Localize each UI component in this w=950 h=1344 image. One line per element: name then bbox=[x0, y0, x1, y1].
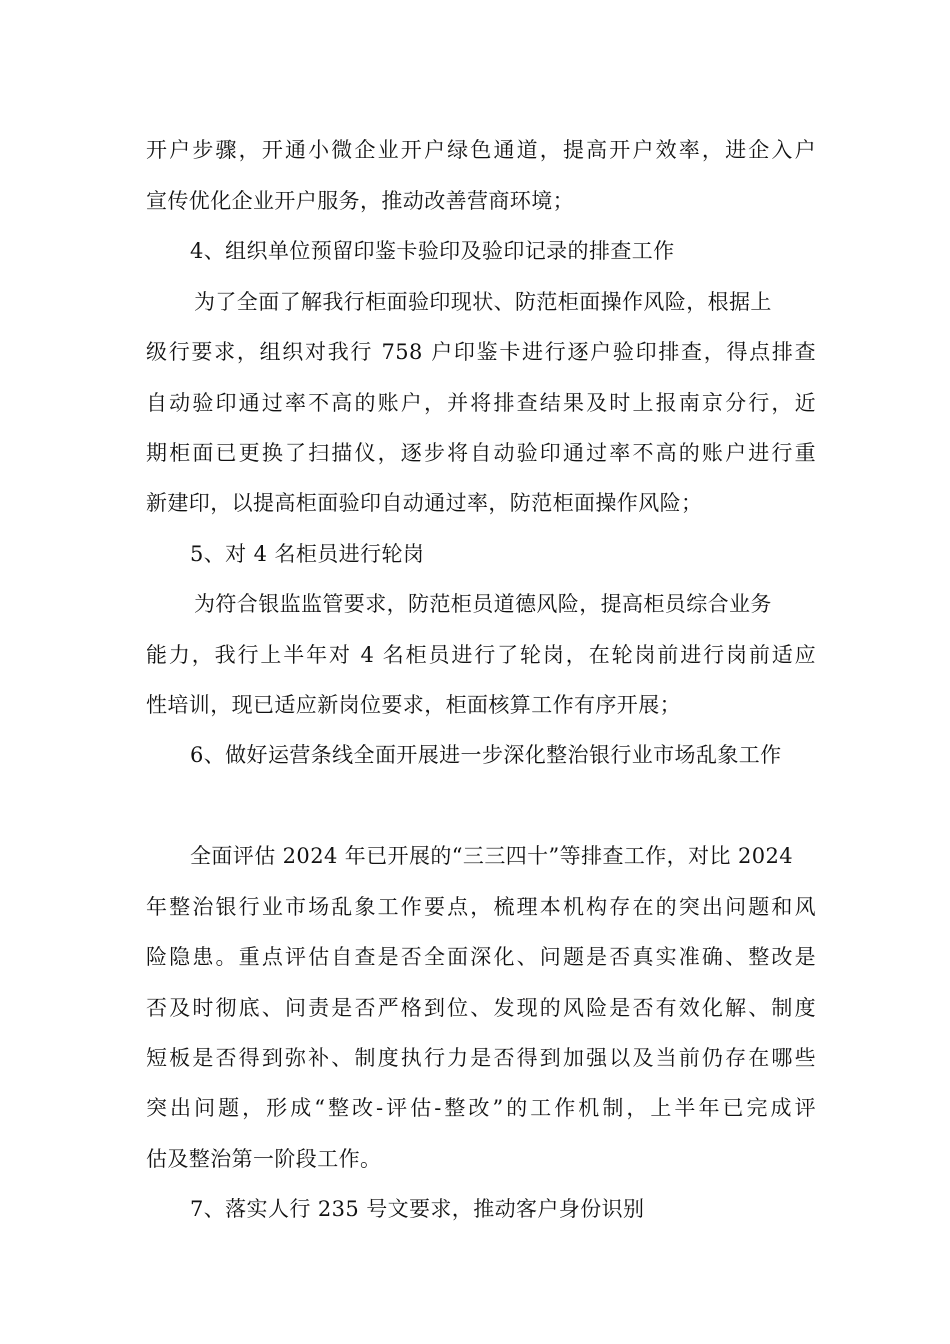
text-line-19: 突出问题，形成“整改-评估-整改”的工作机制，上半年已完成评 bbox=[146, 1096, 816, 1120]
text-line-11: 能力，我行上半年对 4 名柜员进行了轮岗，在轮岗前进行岗前适应 bbox=[146, 643, 816, 667]
section-heading-6: 6、做好运营条线全面开展进一步深化整治银行业市场乱象工作 bbox=[190, 743, 782, 767]
text-line-2: 宣传优化企业开户服务，推动改善营商环境； bbox=[146, 189, 574, 213]
text-line-16: 险隐患。重点评估自查是否全面深化、问题是否真实准确、整改是 bbox=[146, 945, 816, 969]
text-line-18: 短板是否得到弥补、制度执行力是否得到加强以及当前仍存在哪些 bbox=[146, 1046, 816, 1070]
text-line-17: 否及时彻底、问责是否严格到位、发现的风险是否有效化解、制度 bbox=[146, 996, 816, 1020]
section-heading-7: 7、落实人行 235 号文要求，推动客户身份识别 bbox=[190, 1197, 645, 1221]
text-line-5: 级行要求，组织对我行 758 户印鉴卡进行逐户验印排查，得点排查 bbox=[146, 340, 816, 364]
text-line-14: 全面评估 2024 年已开展的“三三四十”等排查工作，对比 2024 bbox=[190, 844, 793, 868]
text-line-4: 为了全面了解我行柜面验印现状、防范柜面操作风险，根据上 bbox=[194, 290, 772, 314]
text-line-8: 新建印，以提高柜面验印自动通过率，防范柜面操作风险； bbox=[146, 491, 703, 515]
text-line-1: 开户步骤，开通小微企业开户绿色通道，提高开户效率，进企入户 bbox=[146, 138, 816, 162]
text-line-20: 估及整治第一阶段工作。 bbox=[146, 1147, 382, 1171]
text-line-15: 年整治银行业市场乱象工作要点，梳理本机构存在的突出问题和风 bbox=[146, 895, 816, 919]
text-line-7: 期柜面已更换了扫描仪，逐步将自动验印通过率不高的账户进行重 bbox=[146, 441, 816, 465]
text-line-10: 为符合银监监管要求，防范柜员道德风险，提高柜员综合业务 bbox=[194, 592, 772, 616]
section-heading-5: 5、对 4 名柜员进行轮岗 bbox=[190, 542, 425, 566]
section-heading-4: 4、组织单位预留印鉴卡验印及验印记录的排查工作 bbox=[190, 239, 675, 263]
text-line-6: 自动验印通过率不高的账户，并将排查结果及时上报南京分行，近 bbox=[146, 391, 816, 415]
text-line-12: 性培训，现已适应新岗位要求，柜面核算工作有序开展； bbox=[146, 693, 681, 717]
